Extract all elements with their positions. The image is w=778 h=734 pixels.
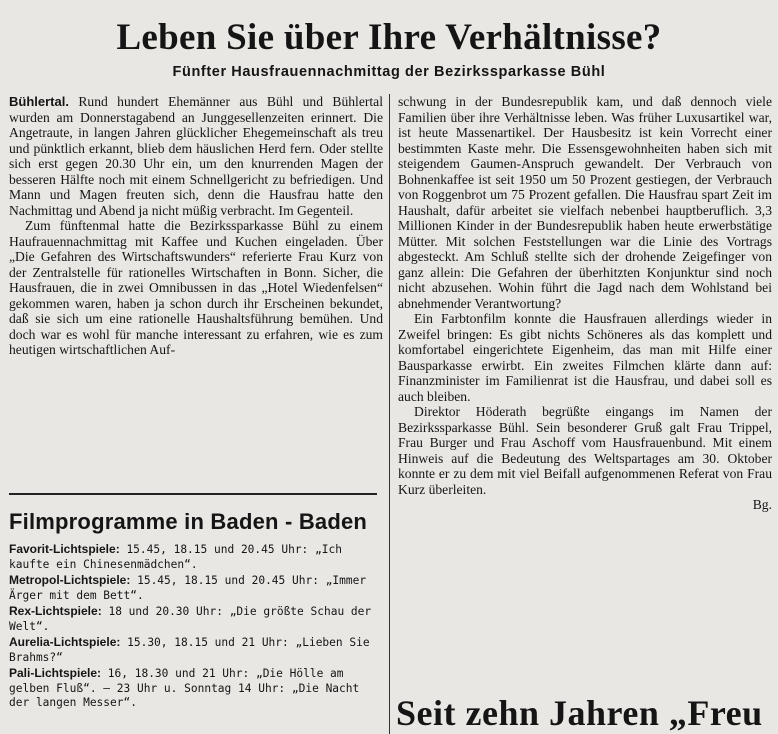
film-item: Rex-Lichtspiele: 18 und 20.30 Uhr: „Die größte Schau der Welt“. [9, 604, 372, 633]
article-left-column [9, 94, 383, 358]
film-section-title: Filmprogramme in Baden - Baden [9, 509, 368, 534]
article-paragraph-5: Direktor Höderath begrüßte eingangs im Namen der Bezirkssparkasse Bühl. Sein besonderer Gruß galt Frau Trippel, Frau Burger und Frau Aschoff vom Hausfrauenbund. Mit einem Hinweis auf die Bedeutung des Weltspartages am 30. Oktober konnte er zu dem mit viel Beifall aufgenommenen Referat von Frau Kurz überleiten. [398, 404, 772, 497]
section-divider [9, 493, 377, 495]
film-list [9, 542, 379, 712]
headline: Leben Sie über Ihre Verhältnisse? [116, 17, 662, 58]
film-item: Aurelia-Lichtspiele: 15.30, 18.15 und 21 Uhr: „Lieben Sie Brahms?“ [9, 635, 370, 664]
column-divider [389, 94, 390, 734]
next-article-headline: Seit zehn Jahren „Freu [396, 693, 763, 733]
author-signature: Bg. [752, 497, 772, 512]
article-paragraph-3: schwung in der Bundesrepublik kam, und daß dennoch viele Familien über ihre Verhältnisse leben. Was früher Luxusartikel war, ist heute Massenartikel. Der Hausbesitz ist kein Vorrecht einer bestimmten Kaste mehr. Die Essensgewohnheiten haben sich mit steigendem Gaumen-Anspruch gewandelt. Der Verbrauch von Bohnenkaffee ist seit 1950 um 50 Prozent gestiegen, der Verbrauch von Roggenbrot um 75 Prozent gefallen. Die Hausfrau spart Zeit im Haushalt, dafür arbeitet sie vielfach nebenbei hauptberuflich. 3,3 Millionen Kinder in der Bundesrepublik haben heute erwerbstätige Mütter. Mit solchen Feststellungen war die Linie des Vortrags abgesteckt. Am Schluß stellte sich der drohende Zeigefinger von ganz allein: Die Gefahren der überhitzten Konjunktur sind noch nicht abzusehen. Wohin führt die Jagd nach dem Wohlstand bei abnehmender Verantwortung? [398, 94, 772, 311]
film-item: Pali-Lichtspiele: 16, 18.30 und 21 Uhr: „Die Hölle am gelben Fluß“. — 23 Uhr u. Sonntag 14 Uhr: „Die Nacht der langen Messer“. [9, 666, 360, 709]
article-paragraph-4: Ein Farbtonfilm konnte die Hausfrauen allerdings wieder in Zweifel bringen: Es gibt nichts Schöneres als das komplett und komfortabel eingerichtete Eigenheim, das man mit Hilfe einer Bausparkasse erwirbt. Ein zweites Filmchen klärte dann auf: Finanzminister im Familienrat ist die Hausfrau, und dabei soll es auch bleiben. [398, 311, 772, 404]
article-right-column [398, 94, 772, 513]
subheadline: Fünfter Hausfrauennachmittag der Bezirkssparkasse Bühl [172, 64, 606, 80]
article-paragraph-2: Zum fünftenmal hatte die Bezirkssparkasse Bühl zu einem Haufrauennachmittag mit Kaffee und Kuchen eingeladen. Über „Die Gefahren des Wirtschaftswunders“ referierte Frau Kurz von der Zentralstelle für rationelles Wirtschaften in Bonn. Sicher, die Hausfrauen, die in zwei Omnibussen in das „Hotel Wiedenfelsen“ gekommen waren, haben ja schon durch ihr Erscheinen bekundet, daß sie sich um eine rationelle Haushaltsführung bemühen. Und doch war es wohl für manche interessant zu erfahren, wie es zum heutigen wirtschaftlichen Auf- [9, 218, 383, 357]
film-item: Metropol-Lichtspiele: 15.45, 18.15 und 20.45 Uhr: „Immer Ärger mit dem Bett“. [9, 573, 367, 602]
dateline: Bühlertal. [9, 94, 69, 109]
article-paragraph-1: Bühlertal. Rund hundert Ehemänner aus Bühl und Bühlertal wurden am Donnerstagabend an Junggesellenzeiten erinnert. Die Angetraute, in langen Jahren glücklicher Ehegemeinschaft als treu und pünktlich erkannt, blieb dem häuslichen Herd fern. Oder stellte sich erst gegen 20.30 Uhr ein, um den knurrenden Magen der besseren Hälfte noch mit einem Schnellgericht zu befriedigen. Und Mann und Magen freuten sich, denn die Hausfrau hatte den Nachmittag und Abend ja nicht müßig verbracht. Im Gegenteil. [9, 94, 383, 218]
film-item: Favorit-Lichtspiele: 15.45, 18.15 und 20.45 Uhr: „Ich kaufte ein Chinesenmädchen“. [9, 542, 342, 571]
